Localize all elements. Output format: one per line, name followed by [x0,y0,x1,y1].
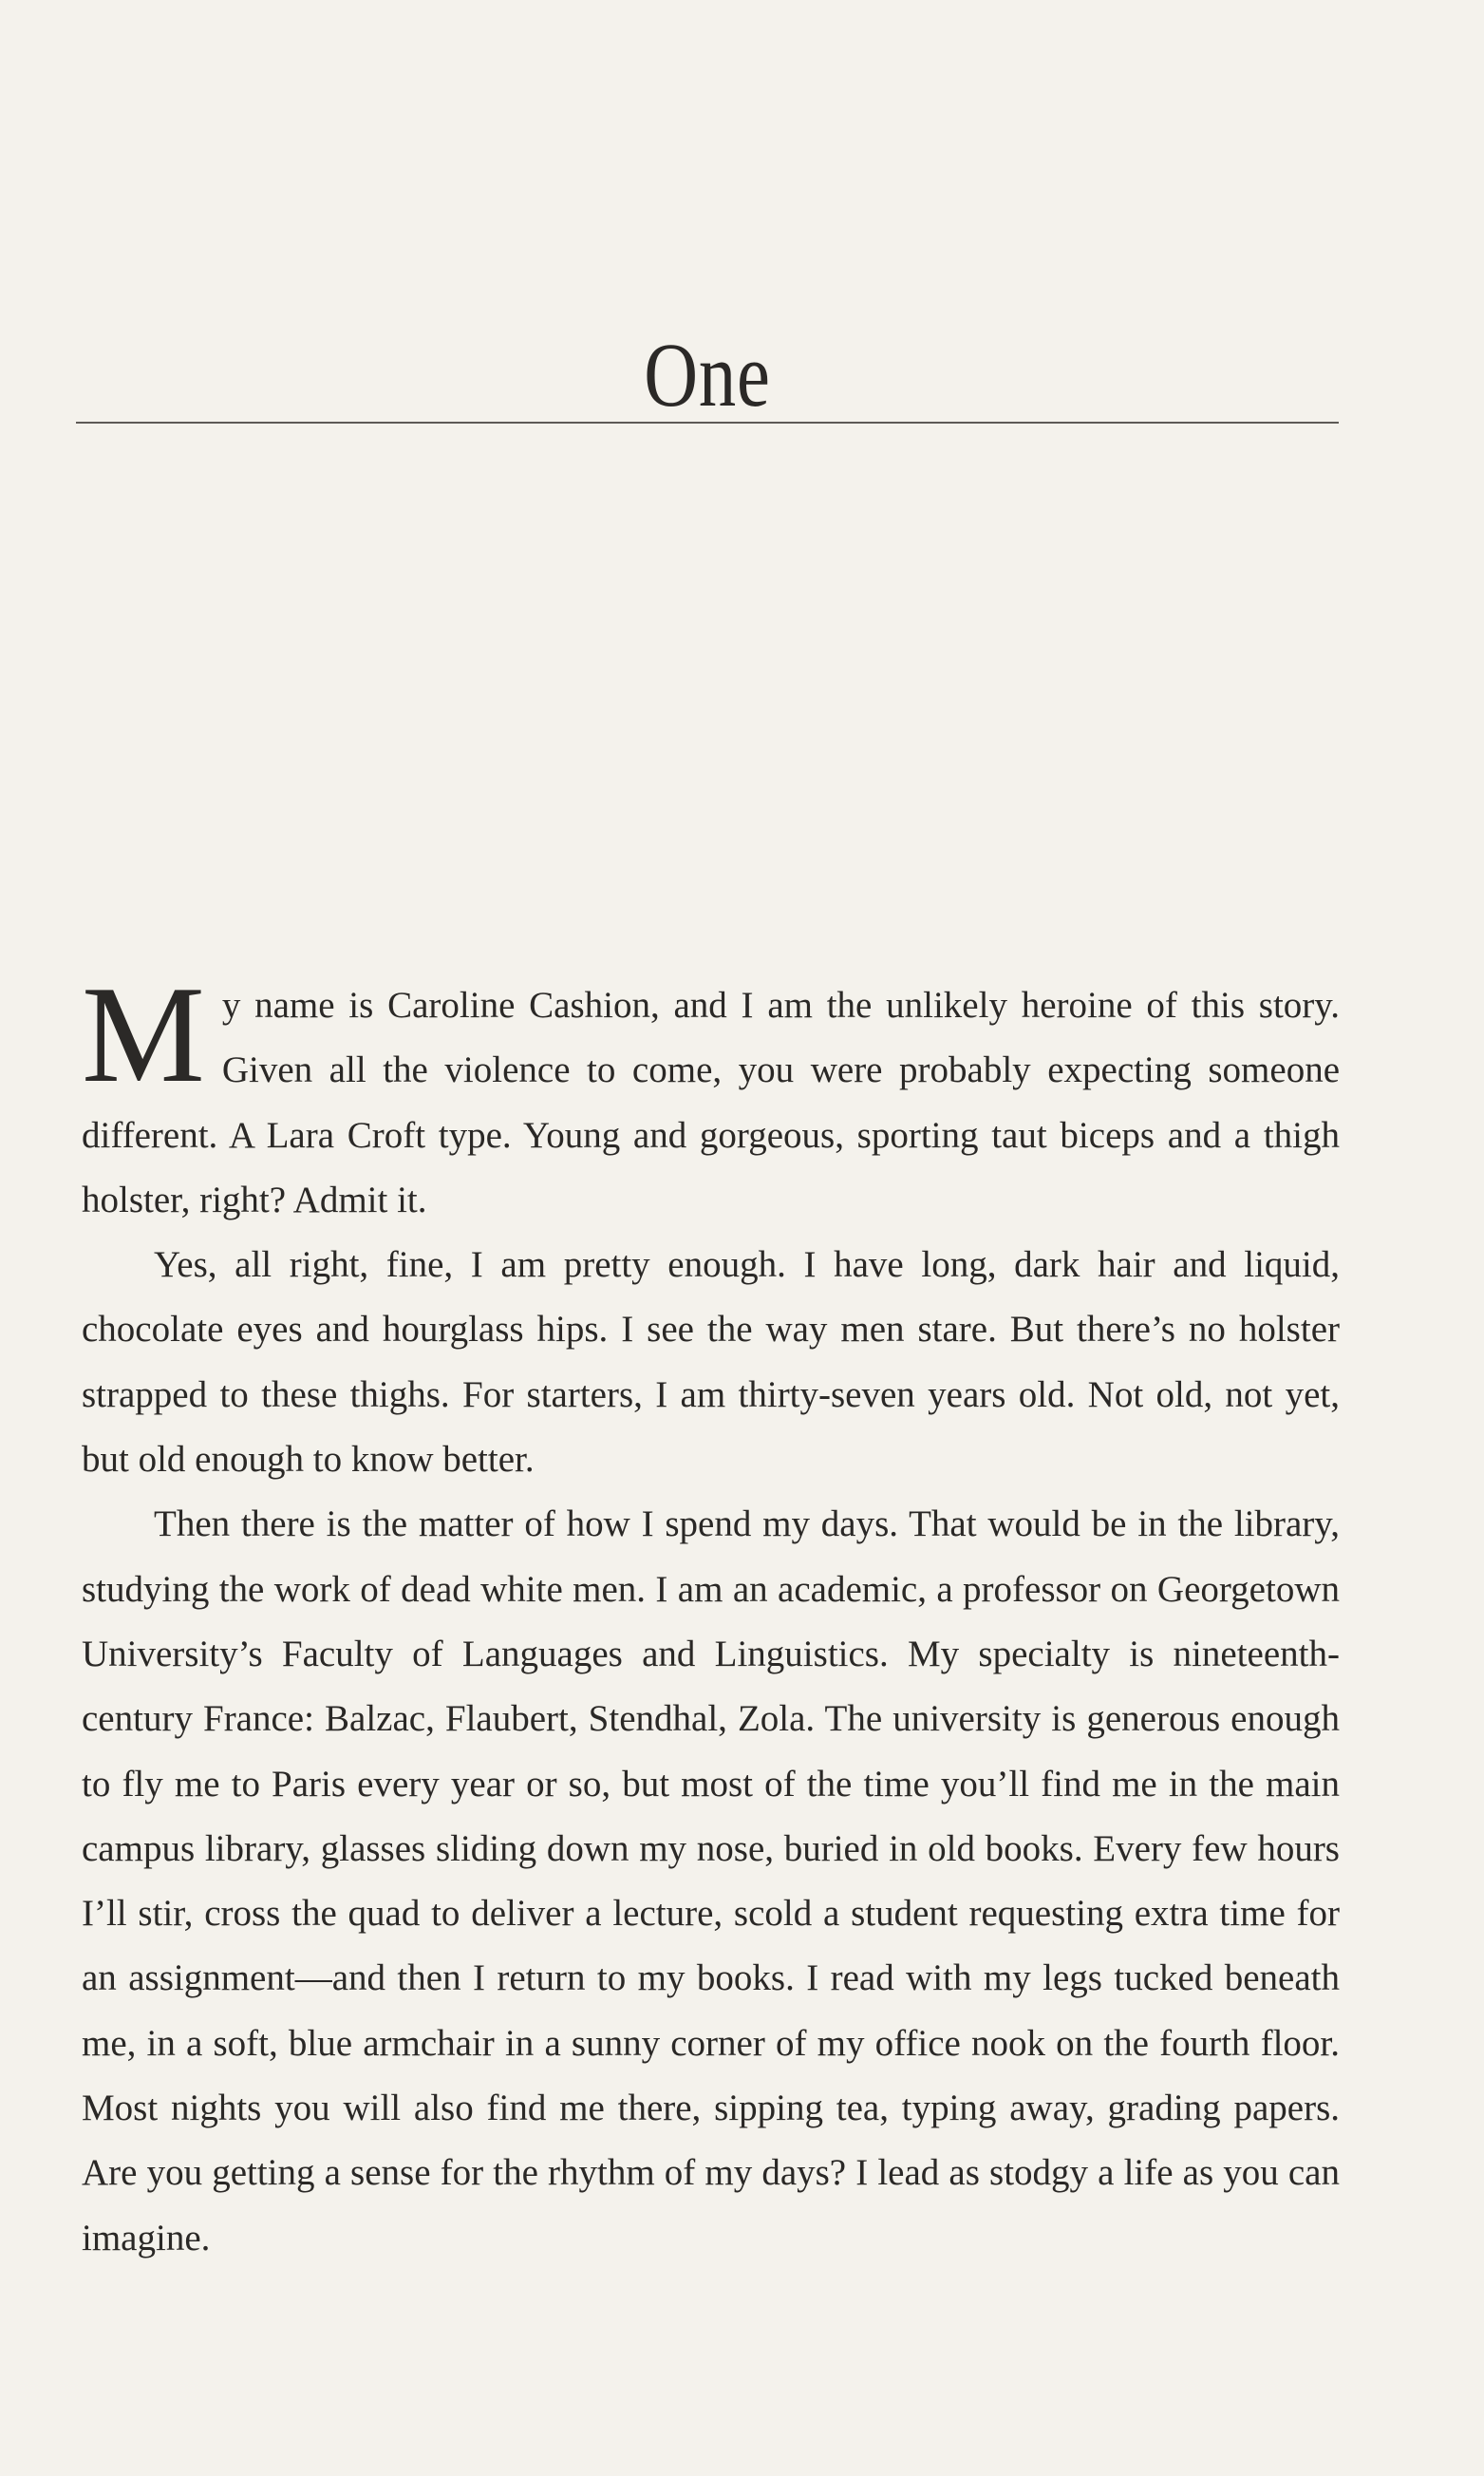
paragraph-1 [82,957,1340,1233]
chapter-heading [76,323,1339,427]
chapter-title: One [644,324,771,425]
drop-cap: M [82,957,205,1111]
paragraph-3: Then there is the matter of how I spend my days. That would be in the library, studying the work of dead white men. I am an academic, a professor on Georgetown University’s Faculty of Languages and Linguistics. My specialty is nineteenth-century France: Balzac, Flaubert, Stendhal, Zola. The university is generous enough to fly me to Paris every year or so, but most of the time you’ll find me in the main campus library, glasses sliding down my nose, buried in old books. Every few hours I’ll stir, cross the quad to deliver a lecture, scold a student requesting extra time for an assignment—and then I return to my books. I read with my legs tucked beneath me, in a soft, blue armchair in a sunny corner of my office nook on the fourth floor. Most nights you will also find me there, sipping tea, typing away, grading papers. Are you getting a sense for the rhythm of my days? I lead as stodgy a life as you can imagine. [82,1503,1340,2259]
chapter-body [82,957,1340,2271]
paragraph-1-text: y name is Caroline Cashion, and I am the unlikely heroine of this story. Given all the violence to come, you were probably expecting someone different. A Lara Croft type. Young and gorgeous, sporting taut biceps and a thigh holster, right? Admit it. [82,985,1340,1220]
chapter-rule [76,422,1339,424]
paragraph-2: Yes, all right, fine, I am pretty enough. I have long, dark hair and liquid, chocolate eyes and hourglass hips. I see the way men stare. But there’s no holster strapped to these thighs. For starters, I am thirty-seven years old. Not old, not yet, but old enough to know better. [82,1244,1340,1481]
